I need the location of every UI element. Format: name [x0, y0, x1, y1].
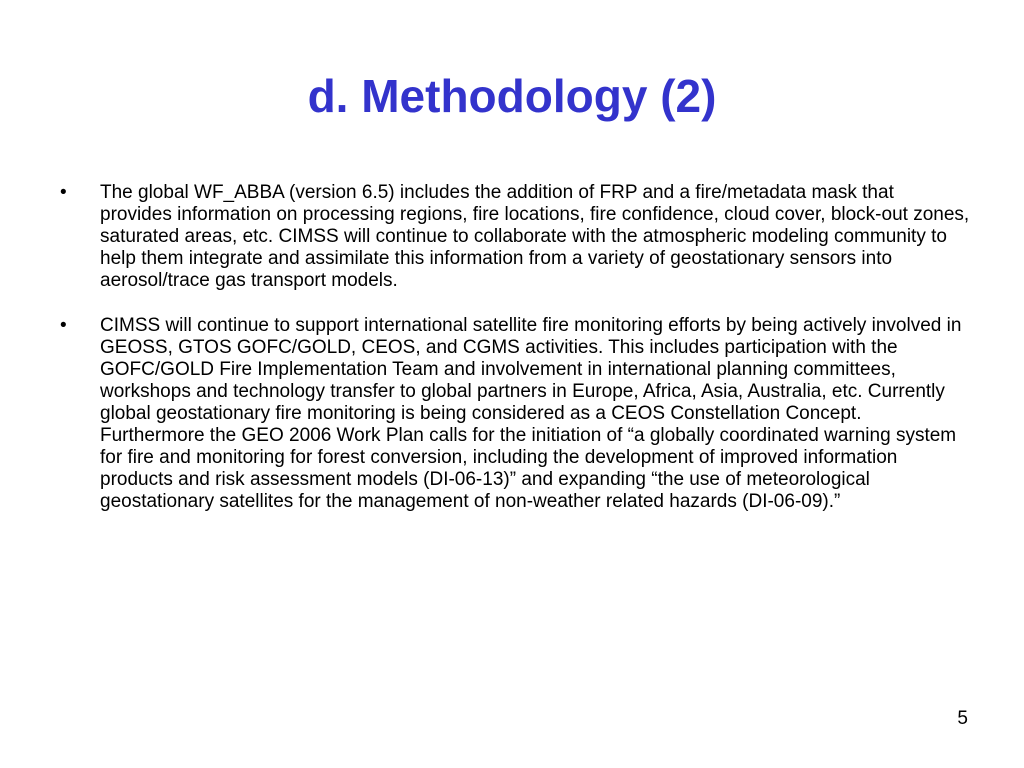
- slide-title: d. Methodology (2): [307, 70, 717, 122]
- bullet-marker: •: [60, 315, 67, 336]
- bullet-item-wf-abba: [60, 182, 970, 292]
- bullet-marker: •: [60, 182, 67, 203]
- bullet-text: CIMSS will continue to support international satellite fire monitoring efforts by being actively involved in GEOSS, GTOS GOFC/GOLD, CEOS, and CGMS activities. This includes participation with the GOFC/GOLD Fire Implementation Team and involvement in international planning committees, workshops and technology transfer to global partners in Europe, Africa, Asia, Australia, etc. Currently global geostationary fire monitoring is being considered as a CEOS Constellation Concept. Furthermore the GEO 2006 Work Plan calls for the initiation of “a globally coordinated warning system for fire and monitoring for forest conversion, including the development of improved information products and risk assessment models (DI-06-13)” and expanding “the use of meteorological geostationary satellites for the management of non-weather related hazards (DI-06-09).”: [100, 315, 962, 512]
- page-number: 5: [957, 708, 968, 729]
- bullet-text: The global WF_ABBA (version 6.5) includes the addition of FRP and a fire/metadata mask that provides information on processing regions, fire locations, fire confidence, cloud cover, block-out zones, saturated areas, etc. CIMSS will continue to collaborate with the atmospheric modeling community to help them integrate and assimilate this information from a variety of geostationary sensors into aerosol/trace gas transport models.: [100, 182, 970, 291]
- bullet-list: [60, 182, 970, 536]
- bullet-item-cimss-support: [60, 315, 970, 513]
